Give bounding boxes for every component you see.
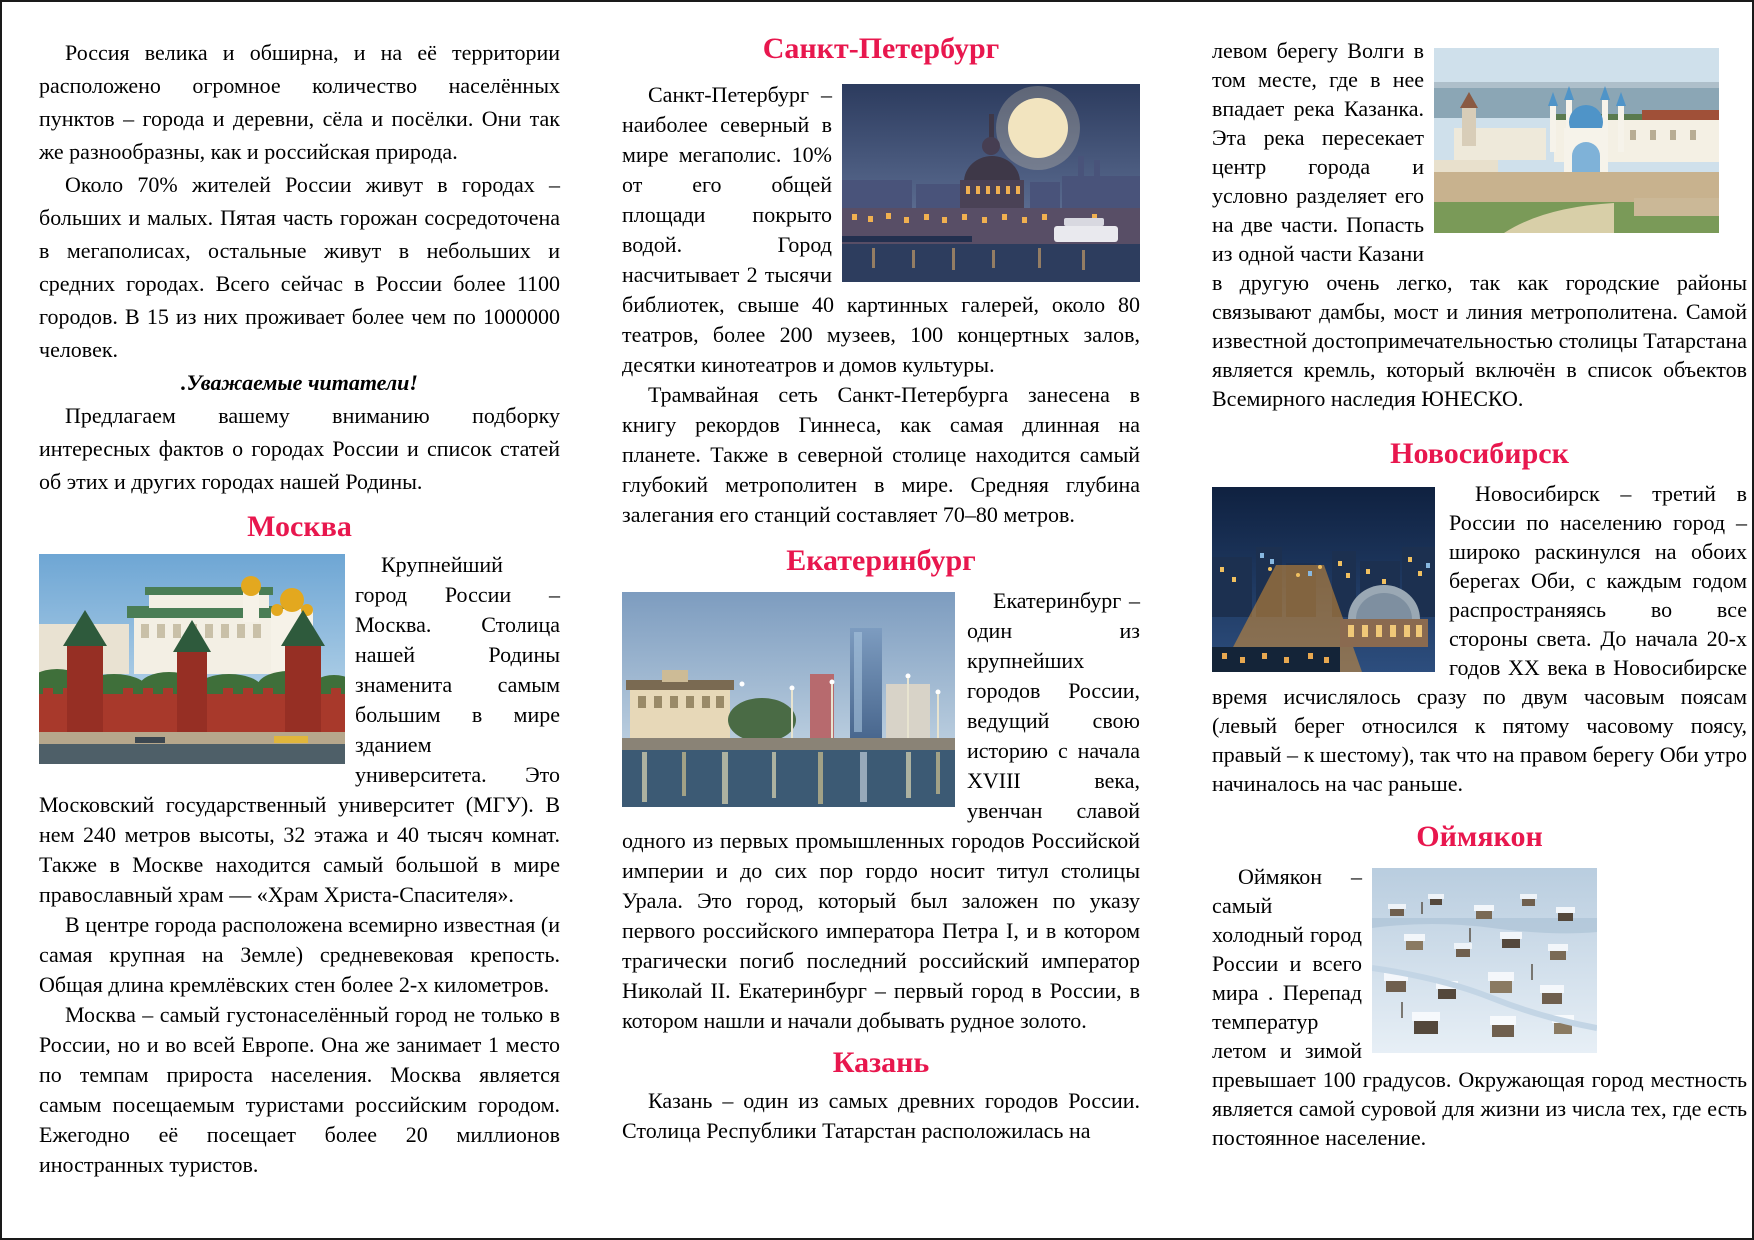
intro-paragraph-3: Предлагаем вашему вниманию подборку интересных фактов о городах России и список статей об этих и других городах нашей Родины. xyxy=(39,403,560,494)
moscow-paragraph-3: Москва – самый густонаселённый город не только в России, но и во всей Европе. Она же занимает 1 место по темпам прироста населения. Москва является самым посещаемым туристами российским городом. Ежегодно её посещает более 20 миллионов иностранных туристов. xyxy=(39,1002,560,1177)
moscow-paragraph-2: В центре города расположена всемирно известная (и самая крупная на Земле) средневековая крепость. Общая длина кремлёвских стен более 2-х километров. xyxy=(39,912,560,997)
intro-paragraph-1: Россия велика и обширна, и на её территории расположено огромное количество населённых пунктов – города и деревни, сёла и посёлки. Они так же разнообразны, как и российская природа. xyxy=(39,40,560,164)
ekb-paragraph-1: Екатеринбург – один из крупнейших городов России, ведущий свою историю с начала XVIII века, увенчан славой одного из первых промышленных городов Российской империи и до сих пор гордо носит титул столицы Урала. Это город, который был заложен по указу первого российского императора Петра I, и в котором трагически погиб последний российский император Николай II. Екатеринбург – первый город в России, в котором нашли и начали добывать рудное золото. xyxy=(622,588,1140,1033)
heading-kazan: Казань xyxy=(832,1046,930,1079)
section-kazan-continued xyxy=(1212,36,1747,413)
panel-right xyxy=(1212,36,1747,1152)
moscow-kremlin-photo xyxy=(39,554,345,764)
spb-paragraph-1: Санкт-Петербург – наиболее северный в мире мегаполис. 10% от его общей площади покрыто водой. Город насчитывает 2 тысячи библиотек, свыше 40 картинных галерей, около 80 театров, более 200 музеев, 100 концертных залов, десятки кинотеатров и домов культуры. xyxy=(622,82,1140,377)
heading-ekaterinburg: Екатеринбург xyxy=(786,544,976,577)
heading-saint-petersburg: Санкт-Петербург xyxy=(762,32,1000,65)
ekaterinburg-photo xyxy=(622,592,955,807)
section-saint-petersburg xyxy=(622,80,1140,530)
heading-novosibirsk: Новосибирск xyxy=(1390,437,1569,470)
saint-petersburg-photo xyxy=(842,84,1140,282)
oymyakon-paragraph-1: Оймякон – самый холодный город России и всего мира . Перепад температур летом и зимой превышает 100 градусов. Окружающая город местность является самой суровой для жизни из числа тех, где есть постоянное население. xyxy=(1212,864,1747,1150)
section-oymyakon xyxy=(1212,862,1747,1152)
moscow-paragraph-1: Крупнейший город России – Москва. Столица нашей Родины знаменита самым большим в мире зданием университета. Это Московский государственный университет (МГУ). В нем 240 метров высоты, 32 этажа и 40 тысяч комнат. Также в Москве находится самый большой в мире православный храм — «Храм Христа-Спасителя». xyxy=(39,552,560,907)
panel-center xyxy=(622,32,1140,1146)
oymyakon-photo xyxy=(1372,868,1597,1053)
section-ekaterinburg xyxy=(622,586,1140,1036)
novosibirsk-photo xyxy=(1212,487,1435,672)
panel-left xyxy=(39,36,560,1180)
spb-paragraph-2: Трамвайная сеть Санкт-Петербурга занесена в книгу рекордов Гиннеса, как самая длинная на планете. Также в северной столице находится самый глубокий метрополитен в мире. Средняя глубина залегания его станций составляет 70–80 метров. xyxy=(622,382,1140,527)
section-kazan-start xyxy=(622,1086,1140,1146)
intro-paragraph-2: Около 70% жителей России живут в городах – больших и малых. Пятая часть горожан сосредоточена в мегаполисах, остальные живут в небольших и средних городах. Всего сейчас в России более 1100 городов. В 15 из них проживает более чем по 1000000 человек. xyxy=(39,172,560,362)
section-novosibirsk xyxy=(1212,479,1747,798)
kazan-kremlin-photo xyxy=(1434,48,1719,233)
kazan-paragraph-continued: левом берегу Волги в том месте, где в нее впадает река Казанка. Эта река пересекает центр города и условно разделяет его на две части. Попасть из одной части Казани в другую очень легко, так как городские районы связывают дамбы, мост и линия метрополитена. Самой известной достопримечательностью столицы Татарстана является кремль, который включён в список объектов Всемирного наследия ЮНЕСКО. xyxy=(1212,38,1747,411)
readers-salutation: .Уважаемые читатели! xyxy=(181,370,418,395)
section-moscow xyxy=(39,550,560,1180)
heading-oymyakon: Оймякон xyxy=(1416,820,1543,853)
novosibirsk-paragraph-1: Новосибирск – третий в России по населению город – широко раскинулся на обоих берегах Оби, с каждым годом распространяясь во все стороны света. До начала 20-х годов XX века в Новосибирске время исчислялось сразу по двум часовым поясам (левый берег относился к пятому часовому поясу, правый – к шестому), так что на правом берегу Оби утро начиналось на час раньше. xyxy=(1212,481,1747,796)
heading-moscow: Москва xyxy=(247,510,352,543)
kazan-paragraph-start: Казань – один из самых древних городов России. Столица Республики Татарстан расположилась на xyxy=(622,1088,1140,1143)
